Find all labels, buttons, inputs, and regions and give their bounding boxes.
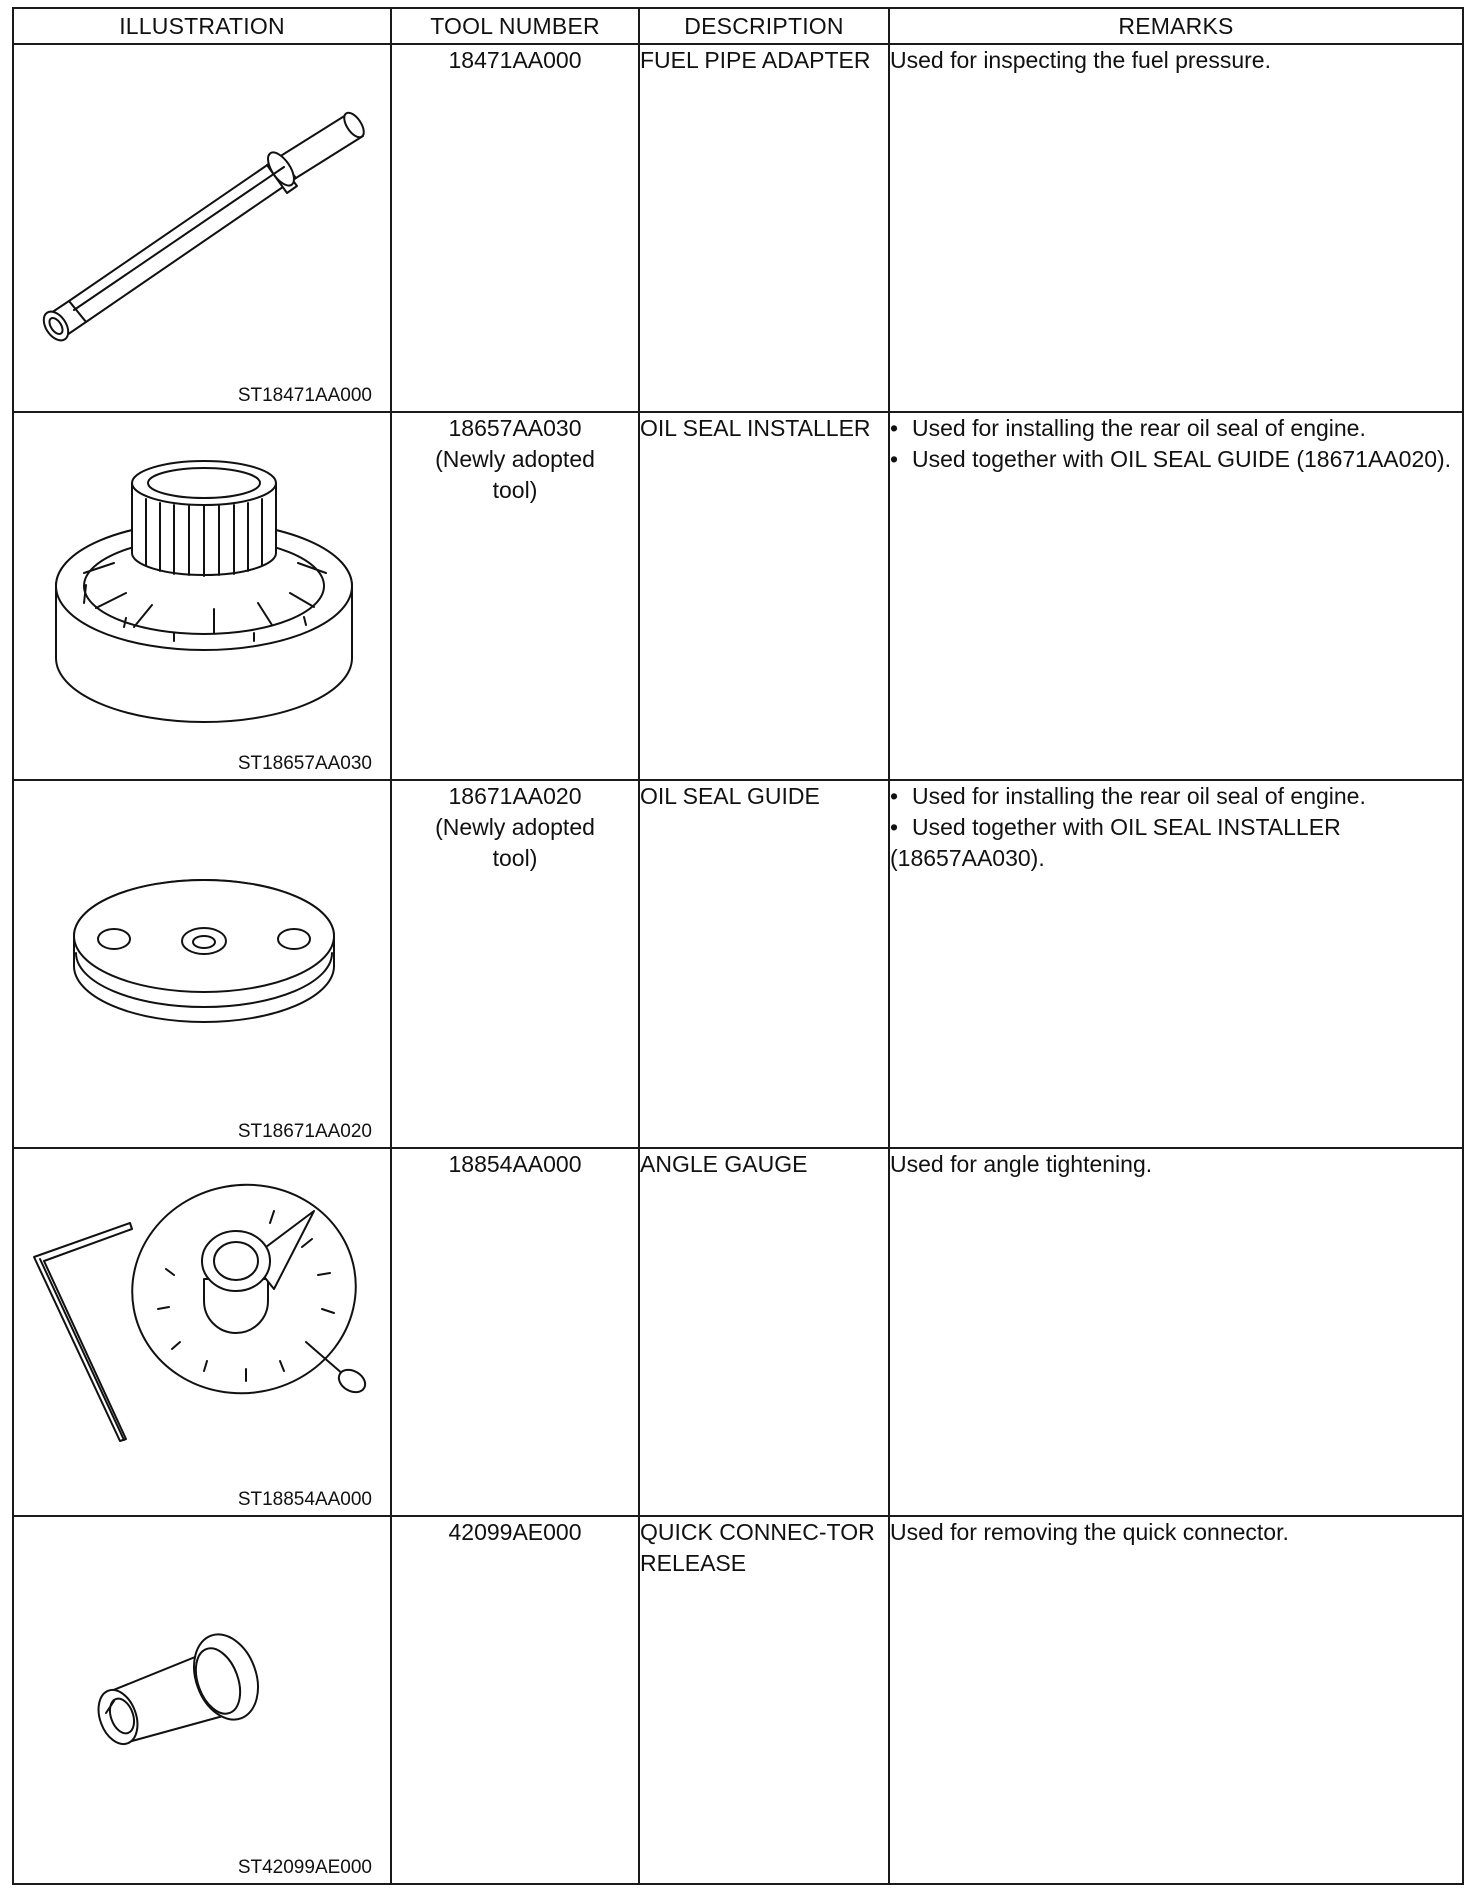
table-header-row <box>13 8 1463 44</box>
table-row <box>13 1516 1463 1884</box>
table-row <box>13 44 1463 412</box>
tool-note: (Newly adopted tool) <box>435 446 595 503</box>
oil-seal-guide-illustration <box>14 781 392 1147</box>
illustration-code: ST18657AA030 <box>237 753 372 774</box>
illustration-code: ST42099AE000 <box>237 1857 372 1878</box>
table-row <box>13 780 1463 1148</box>
illustration-cell <box>13 1516 391 1884</box>
remarks-cell <box>889 780 1463 1148</box>
tool-number-cell <box>391 1516 639 1884</box>
illustration-code: ST18471AA000 <box>237 385 372 406</box>
table-row <box>13 1148 1463 1516</box>
illustration-cell <box>13 44 391 412</box>
description-cell: OIL SEAL GUIDE <box>639 780 889 1148</box>
tool-number-cell <box>391 412 639 780</box>
tool-note: (Newly adopted tool) <box>435 814 595 871</box>
description-cell: FUEL PIPE ADAPTER <box>639 44 889 412</box>
table-row <box>13 412 1463 780</box>
remark-item <box>890 413 1462 444</box>
illustration-cell <box>13 780 391 1148</box>
remark-text: Used together with OIL SEAL INSTALLER (18657AA030). <box>890 814 1341 871</box>
description-cell: OIL SEAL INSTALLER <box>639 412 889 780</box>
special-tools-table <box>12 7 1464 1885</box>
remark-item <box>890 781 1462 812</box>
tool-number: 18854AA000 <box>448 1151 582 1177</box>
header-tool-number: TOOL NUMBER <box>391 8 639 44</box>
header-description: DESCRIPTION <box>639 8 889 44</box>
remark-text: Used for installing the rear oil seal of engine. <box>912 415 1366 441</box>
bullet-icon: • <box>890 814 899 840</box>
quick-connector-release-illustration <box>14 1517 392 1883</box>
tool-number: 18671AA020 <box>448 783 582 809</box>
oil-seal-installer-illustration <box>14 413 392 779</box>
remarks-cell <box>889 1148 1463 1516</box>
tool-number: 18657AA030 <box>448 415 582 441</box>
tool-number-cell <box>391 1148 639 1516</box>
remark-item <box>890 812 1462 874</box>
header-remarks: REMARKS <box>889 8 1463 44</box>
illustration-code: ST18854AA000 <box>237 1489 372 1510</box>
remarks-cell <box>889 412 1463 780</box>
remark-text: Used for inspecting the fuel pressure. <box>890 47 1271 73</box>
description-cell: QUICK CONNEC-TOR RELEASE <box>639 1516 889 1884</box>
remarks-cell <box>889 44 1463 412</box>
remarks-cell <box>889 1516 1463 1884</box>
bullet-icon: • <box>890 415 899 441</box>
tool-number: 42099AE000 <box>448 1519 582 1545</box>
illustration-code: ST18671AA020 <box>237 1121 372 1142</box>
remark-text: Used for removing the quick connector. <box>890 1519 1289 1545</box>
remark-text: Used for angle tightening. <box>890 1151 1153 1177</box>
tool-number-cell <box>391 780 639 1148</box>
bullet-icon: • <box>890 446 899 472</box>
remark-text: Used together with OIL SEAL GUIDE (18671AA020). <box>912 446 1452 472</box>
illustration-cell <box>13 1148 391 1516</box>
tool-number-cell <box>391 44 639 412</box>
description-cell: ANGLE GAUGE <box>639 1148 889 1516</box>
bullet-icon: • <box>890 783 899 809</box>
illustration-cell <box>13 412 391 780</box>
tool-number: 18471AA000 <box>448 47 582 73</box>
remark-item <box>890 444 1462 475</box>
angle-gauge-illustration <box>14 1149 392 1515</box>
header-illustration: ILLUSTRATION <box>13 8 391 44</box>
remark-text: Used for installing the rear oil seal of engine. <box>912 783 1366 809</box>
fuel-pipe-adapter-illustration <box>14 45 392 411</box>
